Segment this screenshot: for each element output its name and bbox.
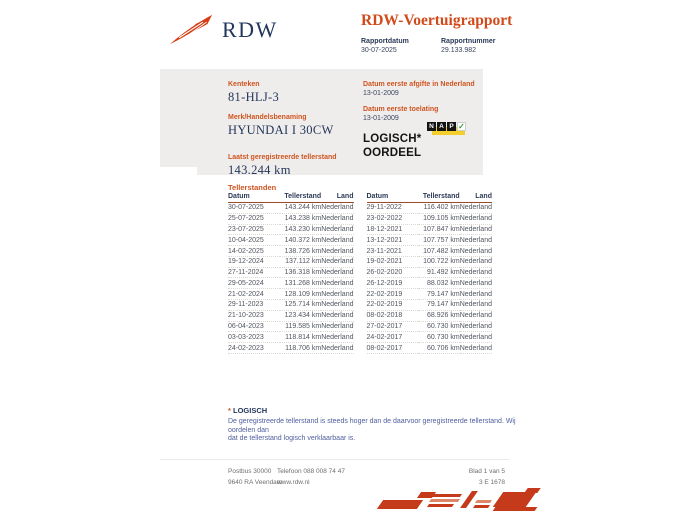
row-country: Nederland xyxy=(459,225,492,233)
table-row xyxy=(228,310,354,321)
card-left-column xyxy=(228,81,358,178)
nap-letter-n: N xyxy=(427,122,436,131)
row-odometer: 125.714 km xyxy=(280,300,321,311)
row-date: 27-11-2024 xyxy=(228,267,280,278)
table-row xyxy=(367,343,493,354)
row-odometer: 143.244 km xyxy=(280,203,321,214)
row-odometer: 88.032 km xyxy=(418,278,459,289)
last-odometer-value: 143.244 km xyxy=(228,163,291,177)
row-odometer: 79.147 km xyxy=(418,300,459,311)
row-country: Nederland xyxy=(459,215,492,223)
row-date: 29-05-2024 xyxy=(228,278,280,289)
report-number-label: Rapportnummer xyxy=(441,38,496,45)
col-date-header: Datum xyxy=(228,192,280,203)
table-row xyxy=(228,321,354,332)
table-row xyxy=(228,203,354,214)
table-row xyxy=(367,224,493,235)
row-odometer: 137.112 km xyxy=(280,256,321,267)
row-date: 21-10-2023 xyxy=(228,310,280,321)
row-country: Nederland xyxy=(321,279,354,287)
col-country-header: Land xyxy=(321,192,353,203)
col-date-header: Datum xyxy=(367,192,419,203)
row-country: Nederland xyxy=(459,333,492,341)
col-odometer-header: Tellerstand xyxy=(280,192,321,203)
make-value: HYUNDAI I 30CW xyxy=(228,123,334,137)
nap-letter-p: P xyxy=(447,122,456,131)
row-country: Nederland xyxy=(459,322,492,330)
table-row xyxy=(228,343,354,354)
table-row xyxy=(367,300,493,311)
verdict-text: LOGISCH* OORDEEL xyxy=(363,133,422,159)
row-country: Nederland xyxy=(321,247,354,255)
license-plate-label: Kenteken xyxy=(228,81,260,88)
make-label: Merk/Handelsbenaming xyxy=(228,114,307,121)
row-date: 24-02-2017 xyxy=(367,332,419,343)
row-date: 29-11-2023 xyxy=(228,300,280,311)
row-odometer: 119.585 km xyxy=(280,321,321,332)
row-country: Nederland xyxy=(459,269,492,277)
table-row xyxy=(367,321,493,332)
row-date: 23-02-2022 xyxy=(367,213,419,224)
table-row xyxy=(228,278,354,289)
row-odometer: 60.730 km xyxy=(418,321,459,332)
row-date: 26-12-2019 xyxy=(367,278,419,289)
row-country: Nederland xyxy=(459,290,492,298)
last-odometer-label: Laatst geregistreerde tellerstand xyxy=(228,154,337,161)
row-date: 13-12-2021 xyxy=(367,235,419,246)
row-odometer: 91.492 km xyxy=(418,267,459,278)
row-date: 30-07-2025 xyxy=(228,203,280,214)
nap-logo xyxy=(427,122,471,138)
table-row xyxy=(228,300,354,311)
odometer-tables xyxy=(228,192,492,354)
table-row xyxy=(367,310,493,321)
table-row xyxy=(228,267,354,278)
row-country: Nederland xyxy=(321,290,354,298)
footnote-text: De geregistreerde tellerstand is steeds hoger dan de daarvoor geregistreerde tellerstand. Wij oordelen dan dat de tellerstand logisch verklaarbaar is. xyxy=(228,418,516,442)
row-odometer: 131.268 km xyxy=(280,278,321,289)
footnote-title: * LOGISCH xyxy=(228,406,268,415)
row-odometer: 123.434 km xyxy=(280,310,321,321)
table-row xyxy=(367,332,493,343)
report-meta xyxy=(361,38,497,54)
footer-address-line1: Postbus 30000 xyxy=(228,468,272,475)
row-date: 14-02-2025 xyxy=(228,246,280,257)
rdw-logo xyxy=(168,13,278,46)
row-odometer: 136.318 km xyxy=(280,267,321,278)
row-odometer: 116.402 km xyxy=(418,203,459,214)
table-row xyxy=(228,246,354,257)
row-country: Nederland xyxy=(321,312,354,320)
row-odometer: 140.372 km xyxy=(280,235,321,246)
row-country: Nederland xyxy=(321,215,354,223)
first-admission-value: 13-01-2009 xyxy=(363,115,399,122)
col-country-header: Land xyxy=(460,192,492,203)
row-country: Nederland xyxy=(459,301,492,309)
footnote-asterisk: * xyxy=(228,406,234,415)
row-date: 19-12-2024 xyxy=(228,256,280,267)
row-odometer: 143.230 km xyxy=(280,224,321,235)
row-date: 24-02-2023 xyxy=(228,343,280,354)
col-odometer-header: Tellerstand xyxy=(418,192,459,203)
row-country: Nederland xyxy=(321,301,354,309)
row-country: Nederland xyxy=(321,269,354,277)
row-date: 25-07-2025 xyxy=(228,213,280,224)
row-odometer: 107.847 km xyxy=(418,224,459,235)
table-row xyxy=(228,213,354,224)
row-date: 03-03-2023 xyxy=(228,332,280,343)
row-date: 22-02-2019 xyxy=(367,300,419,311)
table-row xyxy=(367,289,493,300)
row-odometer: 100.722 km xyxy=(418,256,459,267)
license-plate-value: 81-HLJ-3 xyxy=(228,90,280,104)
row-country: Nederland xyxy=(459,258,492,266)
decorative-speed-graphic xyxy=(372,488,542,514)
table-header-row xyxy=(228,192,354,203)
footer-address xyxy=(228,468,282,489)
nap-letter-a: A xyxy=(437,122,446,131)
footer-page-number: Blad 1 van 5 xyxy=(468,468,505,475)
row-date: 06-04-2023 xyxy=(228,321,280,332)
row-date: 21-02-2024 xyxy=(228,289,280,300)
table-row xyxy=(228,289,354,300)
row-odometer: 107.482 km xyxy=(418,246,459,257)
row-country: Nederland xyxy=(459,247,492,255)
footer-form-code: 3 E 1678 xyxy=(478,478,505,486)
table-row xyxy=(228,332,354,343)
page-footer xyxy=(160,459,510,488)
row-odometer: 107.757 km xyxy=(418,235,459,246)
row-country: Nederland xyxy=(459,312,492,320)
report-date-block xyxy=(361,38,417,54)
report-date-value: 30-07-2025 xyxy=(361,47,397,54)
card-notch xyxy=(160,167,197,175)
odometer-table-right xyxy=(367,192,493,354)
summary-card xyxy=(160,69,483,175)
footnote xyxy=(228,406,518,444)
table-row xyxy=(228,256,354,267)
table-header-row xyxy=(367,192,493,203)
first-issue-value: 13-01-2009 xyxy=(363,90,399,97)
footer-contact xyxy=(277,468,345,489)
row-odometer: 79.147 km xyxy=(418,289,459,300)
row-date: 23-11-2021 xyxy=(367,246,419,257)
row-country: Nederland xyxy=(321,225,354,233)
table-row xyxy=(367,267,493,278)
row-country: Nederland xyxy=(321,204,354,212)
table-row xyxy=(367,203,493,214)
rdw-wing-icon xyxy=(168,13,214,46)
report-number-value: 29.133.982 xyxy=(441,47,477,54)
rdw-wordmark: RDW xyxy=(222,16,278,42)
first-issue-label: Datum eerste afgifte in Nederland xyxy=(363,81,475,88)
row-date: 22-02-2019 xyxy=(367,289,419,300)
table-row xyxy=(367,278,493,289)
row-country: Nederland xyxy=(321,344,354,352)
row-date: 08-02-2017 xyxy=(367,343,419,354)
row-odometer: 138.726 km xyxy=(280,246,321,257)
footer-page-info xyxy=(469,468,505,489)
row-date: 27-02-2017 xyxy=(367,321,419,332)
row-odometer: 128.109 km xyxy=(280,289,321,300)
row-odometer: 143.238 km xyxy=(280,213,321,224)
row-country: Nederland xyxy=(321,333,354,341)
row-country: Nederland xyxy=(321,258,354,266)
row-date: 19-02-2021 xyxy=(367,256,419,267)
nap-check-icon: ✓ xyxy=(458,122,465,131)
row-date: 29-11-2022 xyxy=(367,203,419,214)
odometer-table-left xyxy=(228,192,354,354)
card-right-column xyxy=(363,81,481,160)
report-number-block xyxy=(441,38,497,54)
row-date: 18-12-2021 xyxy=(367,224,419,235)
row-country: Nederland xyxy=(321,236,354,244)
meter-table-title: Tellerstanden xyxy=(228,183,277,192)
footer-phone: Telefoon 088 008 74 47 xyxy=(277,468,345,475)
row-odometer: 68.926 km xyxy=(418,310,459,321)
footer-address-line2: 9640 RA Veendam xyxy=(228,478,283,486)
table-row xyxy=(367,246,493,257)
table-row xyxy=(228,235,354,246)
row-date: 08-02-2018 xyxy=(367,310,419,321)
row-country: Nederland xyxy=(459,236,492,244)
table-row xyxy=(367,213,493,224)
table-row xyxy=(367,256,493,267)
row-odometer: 118.706 km xyxy=(280,343,321,354)
row-odometer: 118.814 km xyxy=(280,332,321,343)
row-date: 23-07-2025 xyxy=(228,224,280,235)
row-country: Nederland xyxy=(459,204,492,212)
row-odometer: 60.706 km xyxy=(418,343,459,354)
row-date: 26-02-2020 xyxy=(367,267,419,278)
report-title: RDW-Voertuigrapport xyxy=(361,12,513,29)
first-admission-label: Datum eerste toelating xyxy=(363,106,439,113)
row-odometer: 60.730 km xyxy=(418,332,459,343)
table-row xyxy=(367,235,493,246)
row-country: Nederland xyxy=(459,279,492,287)
row-date: 10-04-2025 xyxy=(228,235,280,246)
row-country: Nederland xyxy=(321,322,354,330)
footer-website: www.rdw.nl xyxy=(277,478,310,486)
report-date-label: Rapportdatum xyxy=(361,38,409,45)
row-odometer: 109.105 km xyxy=(418,213,459,224)
row-country: Nederland xyxy=(459,344,492,352)
table-row xyxy=(228,224,354,235)
